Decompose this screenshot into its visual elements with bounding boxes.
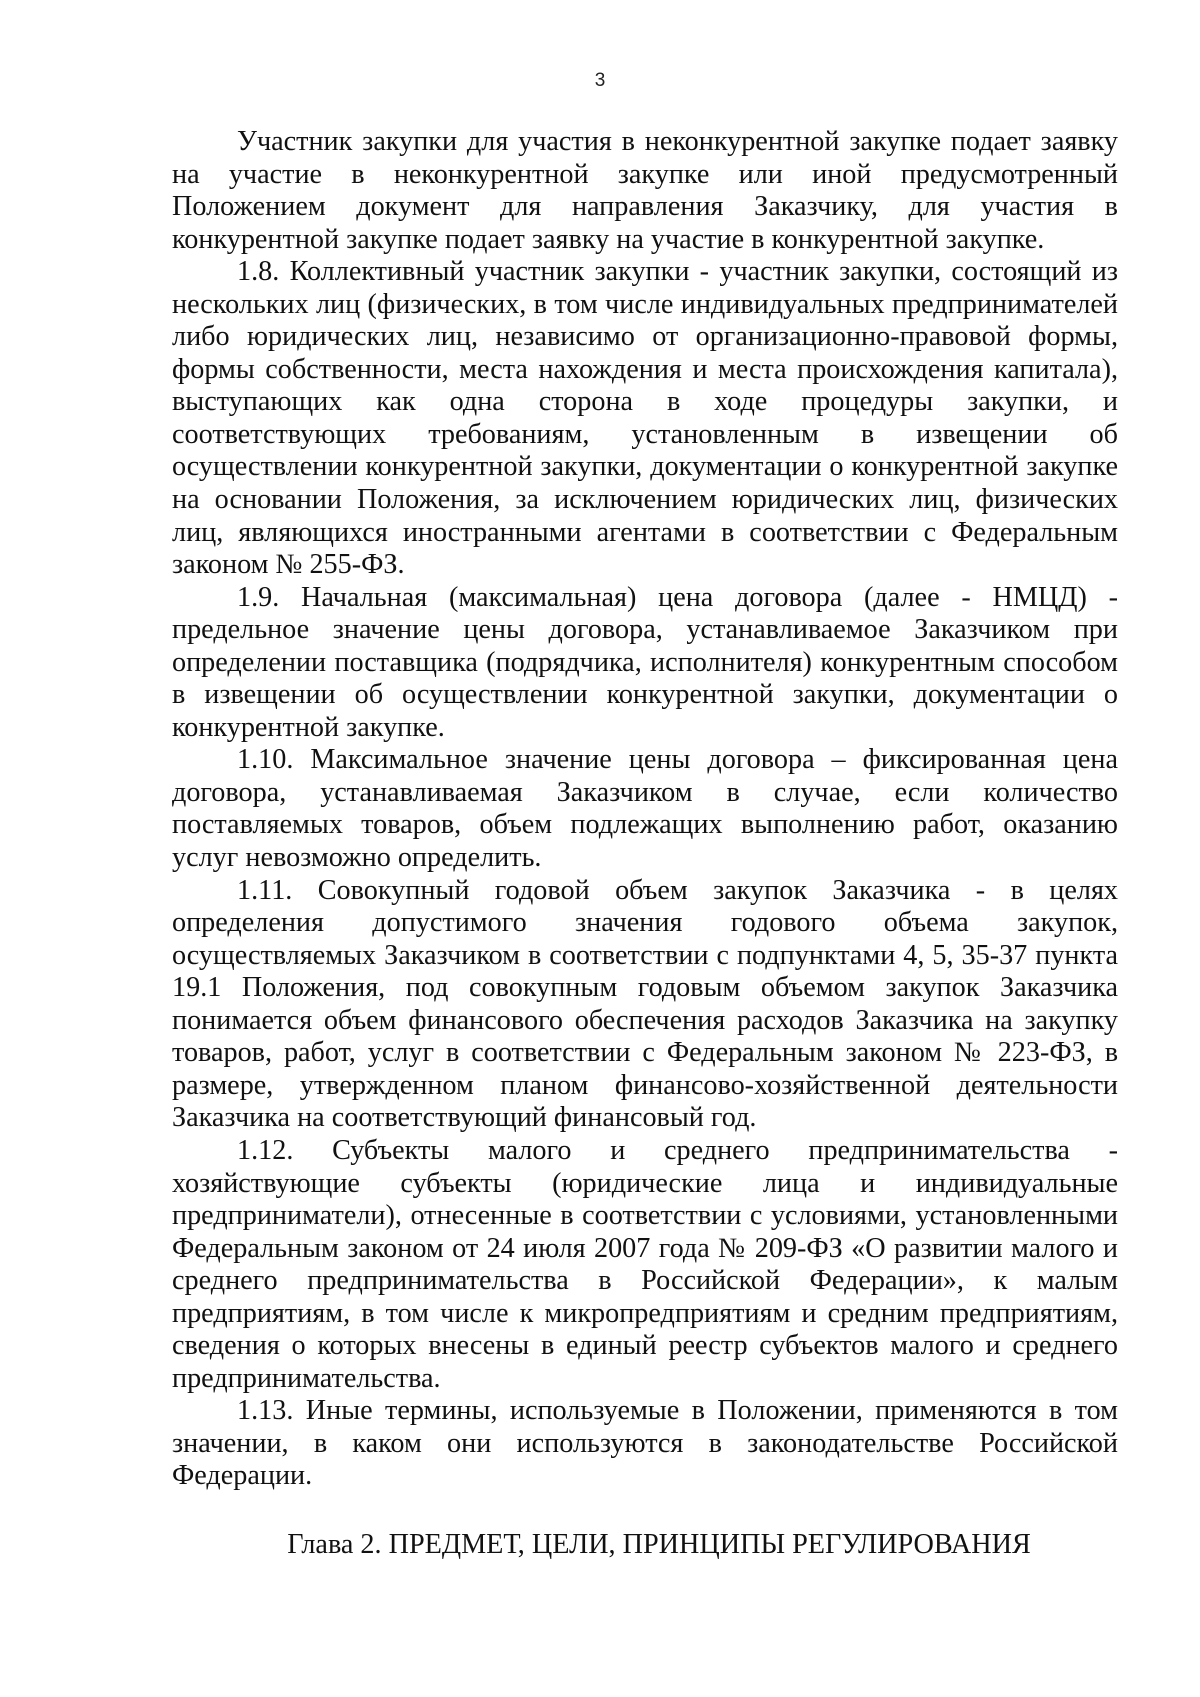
paragraph-number: 1.9. [237, 581, 280, 613]
paragraph-text: Максимальное значение цены договора – фиксированная цена договора, устанавливаемая Заказчиком в случае, если количество поставляемых товаров, объем подлежащих выполнению работ, оказанию услуг невозможно определить. [172, 744, 1118, 874]
paragraph-text: Совокупный годовой объем закупок Заказчика - в целях определения допустимого значения годового объема закупок, осуществляемых Заказчиком в соответствии с подпунктами 4, 5, 35-37 пункта 19.1 Положения, под совокупным годовым объемом закупок Заказчика понимается объем финансового обеспечения расходов Заказчика на закупку товаров, работ, услуг в соответствии с Федеральным законом № 223-ФЗ, в размере, утвержденном планом финансово-хозяйственной деятельности Заказчика на соответствующий финансовый год. [172, 874, 1119, 1134]
paragraph-1-9 [172, 582, 1118, 745]
paragraph-number: 1.12. [237, 1134, 294, 1166]
paragraph-1-11 [172, 875, 1118, 1135]
paragraph-1-10 [172, 744, 1118, 874]
page-number: 3 [594, 70, 606, 91]
paragraph-continuation [172, 126, 1118, 256]
paragraph-text: Субъекты малого и среднего предпринимательства - хозяйствующие субъекты (юридические лица и индивидуальные предприниматели), отнесенные в соответствии с условиями, установленными Федеральным законом от 24 июля 2007 года № 209-ФЗ «О развитии малого и среднего предпринимательства в Российской Федерации», к малым предприятиям, в том числе к микропредприятиям и средним предприятиям, сведения о которых внесены в единый реестр субъектов малого и среднего предпринимательства. [172, 1134, 1119, 1394]
paragraph-1-12 [172, 1135, 1118, 1395]
document-body [172, 126, 1118, 1493]
paragraph-1-8 [172, 256, 1118, 581]
paragraph-text: Коллективный участник закупки - участник закупки, состоящий из нескольких лиц (физических, в том числе индивидуальных предпринимателей либо юридических лиц, независимо от организационно-правовой формы, формы собственности, места нахождения и места происхождения капитала), выступающих как одна сторона в ходе процедуры закупки, и соответствующих требованиям, установленным в извещении об осуществлении конкурентной закупки, документации о конкурентной закупке на основании Положения, за исключением юридических лиц, физических лиц, являющихся иностранными агентами в соответствии с Федеральным законом № 255-ФЗ. [172, 256, 1118, 581]
paragraph-text: Начальная (максимальная) цена договора (далее - НМЦД) - предельное значение цены договора, устанавливаемое Заказчиком при определении поставщика (подрядчика, исполнителя) конкурентным способом в извещении об осуществлении конкурентной закупки, документации о конкурентной закупке. [172, 581, 1119, 743]
paragraph-text: Иные термины, используемые в Положении, применяются в том значении, в каком они используются в законодательстве Российской Федерации. [172, 1395, 1118, 1492]
paragraph-number: 1.13. [237, 1395, 294, 1427]
paragraph-number: 1.11. [237, 874, 293, 906]
paragraph-1-13 [172, 1395, 1118, 1493]
paragraph-number: 1.8. [237, 256, 280, 288]
paragraph-number: 1.10. [237, 744, 294, 776]
chapter-heading: Глава 2. ПРЕДМЕТ, ЦЕЛИ, ПРИНЦИПЫ РЕГУЛИРОВАНИЯ [287, 1529, 1031, 1560]
paragraph-text: Участник закупки для участия в неконкурентной закупке подает заявку на участие в неконкурентной закупке или иной предусмотренный Положением документ для направления Заказчику, для участия в конкурентной закупке подает заявку на участие в конкурентной закупке. [172, 126, 1118, 255]
